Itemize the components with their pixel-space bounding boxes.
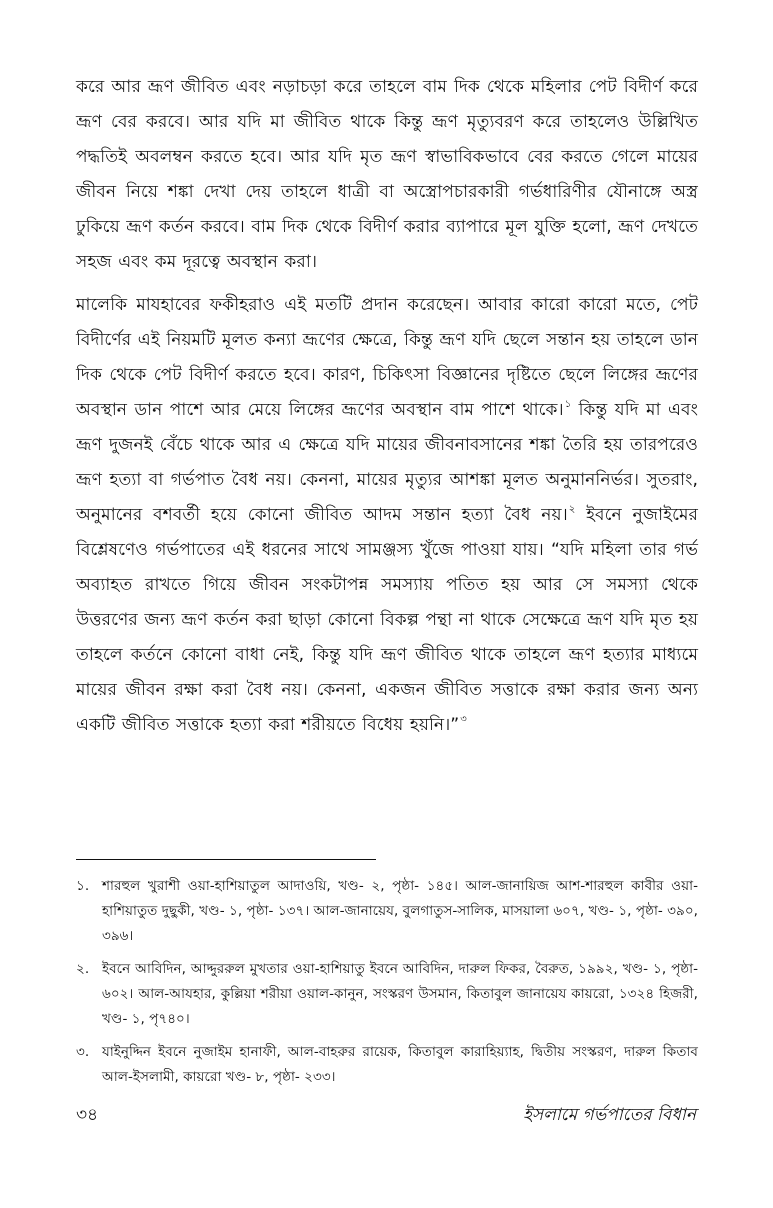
running-title: ইসলামে গর্ভপাতের বিধান	[523, 1105, 696, 1125]
footnote-reference[interactable]: ২	[568, 504, 576, 515]
footnote-text: ইবনে আবিদিন, আদ্দুররুল মুখতার ওয়া-হাশিয়াতু ইবনে আবিদিন, দারুল ফিকর, বৈরুত, ১৯৯২, খণ্ড- ১, পৃষ্ঠা- ৬০২। আল-আযহার, কুল্লিয়া শরীয়া ওয়াল-কানুন, সংস্করণ উসমান, কিতাবুল জানায়েয কায়রো, ১৩২৪ হিজরী, খণ্ড- ১, পৃ৭৪০।	[102, 961, 698, 1027]
page-footer	[76, 1100, 696, 1130]
footnote-text: যাইনুদ্দিন ইবনে নুজাইম হানাফী, আল-বাহরুর রায়েক, কিতাবুল কারাহিয়্যাহ, দ্বিতীয় সংস্করণ, দারুল কিতাব আল-ইসলামী, কায়রো খণ্ড- ৮, পৃষ্ঠা- ২৩৩।	[102, 1044, 698, 1085]
footnote-text: শারহুল খুরাশী ওয়া-হাশিয়াতুল আদাওয়ি, খণ্ড- ২, পৃষ্ঠা- ১৪৫। আল-জানায়িজ আশ-শারহুল কাবীর ওয়া-হাশিয়াতুত দুছুকী, খণ্ড- ১, পৃষ্ঠা- ১৩৭। আল-জানায়েয, বুলগাতুস-সালিক, মাসয়ালা ৬০৭, খণ্ড- ১, পৃষ্ঠা- ৩৯০, ৩৯৬।	[102, 878, 698, 944]
paragraph-text: করে আর ভ্রূণ জীবিত এবং নড়াচড়া করে তাহলে বাম দিক থেকে মহিলার পেট বিদীর্ণ করে ভ্রূণ বের করবে। আর যদি মা জীবিত থাকে কিন্তু ভ্রূণ মৃত্যুবরণ করে তাহলেও উল্লিখিত পদ্ধতিই অবলম্বন করতে হবে। আর যদি মৃত ভ্রূণ স্বাভাবিকভাবে বের করতে গেলে মায়ের জীবন নিয়ে শঙ্কা দেখা দেয় তাহলে ধাত্রী বা অস্ত্রোপচারকারী গর্ভধারিণীর যৌনাঙ্গে অস্ত্র ঢুকিয়ে ভ্রূণ কর্তন করবে। বাম দিক থেকে বিদীর্ণ করার ব্যাপারে মূল যুক্তি হলো, ভ্রূণ দেখতে সহজ এবং কম দূরত্বে অবস্থান করা।	[76, 77, 698, 272]
paragraph-text: কিন্তু যদি মা এবং ভ্রূণ দুজনই বেঁচে থাকে আর এ ক্ষেত্রে যদি মায়ের জীবনাবসানের শঙ্কা তৈরি হয় তারপরেও ভ্রূণ হত্যা বা গর্ভপাত বৈধ নয়। কেননা, মায়ের মৃত্যুর আশঙ্কা মূলত অনুমাননির্ভর। সুতরাং, অনুমানের বশবর্তী হয়ে কোনো জীবিত আদম সন্তান হত্যা বৈধ নয়।	[76, 400, 699, 525]
paragraph-text: ইবনে নুজাইমের বিশ্লেষণেও গর্ভপাতের এই ধরনের সাথে সামঞ্জস্য খুঁজে পাওয়া যায়। “যদি মহিলা তার গর্ভ অব্যাহত রাখতে গিয়ে জীবন সংকটাপন্ন সমস্যায় পতিত হয় আর সে সমস্যা থেকে উত্তরণের জন্য ভ্রূণ কর্তন করা ছাড়া কোনো বিকল্প পন্থা না থাকে সেক্ষেত্রে ভ্রূণ যদি মৃত হয় তাহলে কর্তনে কোনো বাধা নেই, কিন্তু যদি ভ্রূণ জীবিত থাকে তাহলে ভ্রূণ হত্যার মাধ্যমে মায়ের জীবন রক্ষা করা বৈধ নয়। কেননা, একজন জীবিত সত্তাকে রক্ষা করার জন্য অন্য একটি জীবিত সত্তাকে হত্যা করা শরীয়তে বিধেয় হয়নি।”	[76, 505, 698, 735]
paragraph-text: মালেকি মাযহাবের ফকীহরাও এই মতটি প্রদান করেছেন। আবার কারো কারো মতে, পেট বিদীর্ণের এই নিয়মটি মূলত কন্যা ভ্রূণের ক্ষেত্রে, কিন্তু ভ্রূণ যদি ছেলে সন্তান হয় তাহলে ডান দিক থেকে পেট বিদীর্ণ করতে হবে। কারণ, চিকিৎসা বিজ্ঞানের দৃষ্টিতে ছেলে লিঙ্গের ভ্রূণের অবস্থান ডান পাশে আর মেয়ে লিঙ্গের ভ্রূণের অবস্থান বাম পাশে থাকে।	[76, 295, 698, 420]
footnote-reference[interactable]: ১	[564, 399, 572, 410]
footnote-item	[76, 874, 698, 949]
footnote-separator	[76, 859, 376, 860]
footnote-number: ৩.	[76, 1044, 90, 1060]
page-number: ৩৪	[76, 1105, 99, 1125]
body-paragraph	[76, 288, 698, 743]
footnote-reference[interactable]: ৩	[460, 714, 467, 725]
page-body	[76, 70, 698, 743]
footnote-item	[76, 1040, 698, 1090]
footnote-number: ২.	[76, 961, 90, 977]
footnote-number: ১.	[76, 878, 90, 894]
footnote-item	[76, 957, 698, 1032]
footnotes-section	[76, 874, 698, 1098]
body-paragraph	[76, 70, 698, 280]
